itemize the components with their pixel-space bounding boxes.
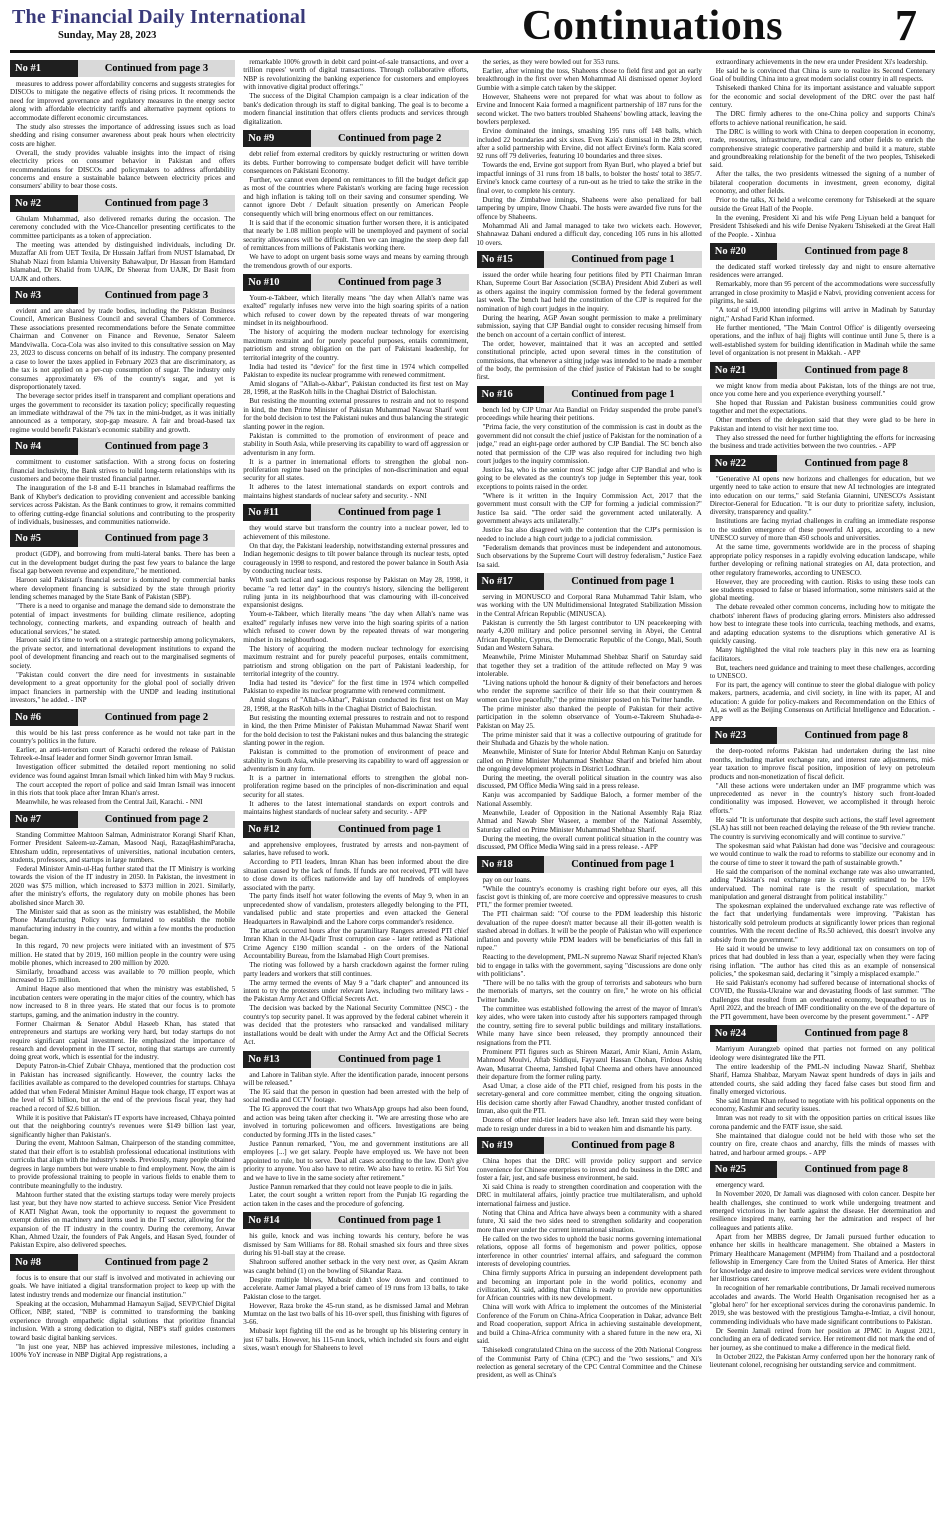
story-paragraph: Institutions are facing myriad challenges in crafting an immediate response to the sudden emergence of these powerful AI apps, according to a new UNESCO survey of more than 450 schools and universities. xyxy=(709,517,935,543)
story-paragraph: Later, the court sought a written report from the Punjab IG regarding the action taken in the cases and the procedure of gofencing. xyxy=(243,1191,469,1208)
publication-date: Sunday, May 28, 2023 xyxy=(58,30,157,41)
story-continued-label: Continued from page 3 xyxy=(78,60,236,77)
story-number: No #2 xyxy=(10,195,78,212)
story-paragraph: product (GDP), and borrowing from multi-lateral banks. There has been a cut in the development budget during the past few years to balance the large fiscal gap between revenue and expenditure," he mentioned. xyxy=(10,550,236,576)
story-paragraph: With such tactical and sagacious response by Pakistan on May 28, 1998, it became "a red letter day" in the country's history, silencing the belligerent ruling junta in its neighbourhood that was clamouring with ill-conceived expansionist designs. xyxy=(243,576,469,610)
story-paragraph: Earlier, after winning the toss, Shaheens chose to field first and got an early breakthrough in the first over when Mohammad Ali dismissed opener Joylord Gumbie with a simple catch taken by the skipper. xyxy=(476,66,702,92)
story-paragraph: The order, however, maintained that it was an accepted and settled constitutional principle, acted upon several times in the constitution of commissions, that whenever a sitting judge was intended to be made a member of the body, the permission of the chief justice of Pakistan had to be sought first. xyxy=(476,339,702,382)
story-number: No #12 xyxy=(243,821,311,838)
story-paragraph: It is said that if the economic situation further worsen there, it is anticipated that nearly be 1.08 million people will be unemployed and payment of social security allowances will be difficult. Then we can imagine the steep deep fall of remittances from millions of Pakistanis working there. xyxy=(243,218,469,253)
story-paragraph: Investigation officer submitted the detailed report mentioning no solid evidence was found against Imran Ismail which linked him with May 9 ruckus. xyxy=(10,763,236,780)
masthead xyxy=(0,0,945,50)
story xyxy=(243,274,468,500)
story-paragraph: Youm-e-Takbeer, which literally means "the day when Allah's name was exalted" regularly infuses new verve into the high soaring spirits of a nation which refused to cower down by the repeated threats of war mongering mindset in its neighbourhood. xyxy=(243,293,469,328)
story-paragraph: Ghulam Muhammad, also delivered remarks during the occasion. The ceremony concluded with the Vice-Chancellor presenting certificates to the committee participants as a token of appreciation. xyxy=(10,214,236,240)
story xyxy=(243,1212,468,1352)
story xyxy=(243,130,468,270)
story-paragraph: measures to address power affordability concerns and suggests strategies for DISCOs to mitigate the negative effects of rising prices. It recommends the need for improved governance and regulatory measures in the energy sector along with affordable electricity tariffs and alternative payment options to accommodate different economic circumstances. xyxy=(10,80,236,122)
story-paragraph: In this regard, 70 new projects were initiated with an investment of $75 million. He stated that by 2019, 160 million people in the country were using mobile phones, which increased to 200 million by 2020. xyxy=(10,942,236,967)
story-paragraph: During the meeting, the overall political situation in the country was also discussed, PM Office Media Wing said in a press release. xyxy=(476,773,702,791)
story-paragraph: The prime minister also thanked the people of Pakistan for their active participation in the solemn observance of Youm-e-Takreem Shuhada-e-Pakistan on May 25. xyxy=(476,704,702,730)
story-paragraph: the dedicated staff worked tirelessly day and night to ensure alternative residences were arranged. xyxy=(709,263,935,280)
story-paragraph: The history of acquiring the modern nuclear technology for exercising maximum restraint and for purely peaceful purposes, entails commitment, patriotism and strong obligation on the part of Pakistani leadership, for territorial integrity of the country. xyxy=(243,328,469,362)
story-paragraph: Meanwhile, Prime Minister Muhammad Shehbaz Sharif on Saturday said that together they set a tradition of the attitude reflected on May 9 was intolerable. xyxy=(476,653,702,679)
story xyxy=(477,856,702,1134)
story-paragraph: Noting that China and Africa have always been a community with a shared future, Xi said the two sides need to strengthen solidarity and cooperation more than ever under the current international situation. xyxy=(476,1208,702,1234)
story xyxy=(243,1051,468,1209)
news-column xyxy=(710,58,935,1523)
story-paragraph: India had tested its "device" for the first time in 1974 which compelled Pakistan to expedite its nuclear programme with renewed commitment. xyxy=(243,362,469,380)
story-paragraph: He said it would be unwise to levy additional tax on consumers on top of prices that had doubled in less than a year, especially when they were facing rising inflation. "The author has cited this as an example of nonsensical policies," the spokesman said, declaring it "simply a misplaced example." xyxy=(709,944,935,979)
story-paragraph: Xi said China is ready to strengthen coordination and cooperation with the DRC in multilateral affairs, jointly practice true multilateralism, and uphold international fairness and justice. xyxy=(476,1183,702,1208)
story-continued-label: Continued from page 8 xyxy=(777,243,935,260)
story-paragraph: the series, as they were bowled out for 353 runs. xyxy=(482,58,620,66)
story-paragraph: He said the comparison of the nominal exchange rate was also unwarranted, adding "Pakistan's real exchange rate is currently estimated to be 15% undervalued. The nominal rate is the result of speculation, market manipulation and general distraught from political instability." xyxy=(709,867,935,901)
story-paragraph: The DRC is willing to work with China to deepen cooperation in economy, trade, resources, infrastructure, medical care and other fields to enrich the comprehensive strategic cooperative partnership and build it a mature, stable and groundbreaking relationship for the benefit of the two peoples, Tshisekedi said. xyxy=(709,127,935,170)
story-paragraph: "In just one year, NBP has achieved impressive milestones, including a 100% YoY increase in NBP Digital App registrations, a xyxy=(10,1342,236,1359)
story-continued-label: Continued from page 1 xyxy=(311,821,469,838)
story-paragraph: extraordinary achievements in the new era under President Xi's leadership. xyxy=(715,58,928,66)
story xyxy=(10,811,235,1250)
story-continued-label: Continued from page 3 xyxy=(78,287,236,304)
story xyxy=(10,60,235,191)
story-paragraph: "All these actions were undertaken under an IMF programme which was unprecedented as never in the country's history such front-loaded conditionality was imposed. However, we accomplished it through heroic efforts." xyxy=(709,781,935,815)
story-number: No #18 xyxy=(477,856,545,873)
story-paragraph: Asad Umar, a close aide of the PTI chief, resigned from his posts in the secretary-general and core committee member, citing the ongoing situation. His decision came shortly after Fawad Chaudhry, another trusted confidant of Imran, also quit the PTI. xyxy=(476,1081,702,1116)
story-paragraph: After the talks, the two presidents witnessed the signing of a number of bilateral cooperation documents in investment, green economy, digital economy, and other fields. xyxy=(709,170,935,196)
story xyxy=(10,709,235,807)
story-paragraph: The spokesman said what Pakistan had done was "decisive and courageous: we would continue to walk the road to reforms to stabilize our economy and in the course of time to steer it toward the path of sustainable growth." xyxy=(709,841,935,867)
story-number: No #24 xyxy=(710,1025,778,1042)
story-continued-label: Continued from page 1 xyxy=(544,386,702,403)
story-paragraph: He said Pakistan's economy had suffered because of international shocks of COVID, the Russia-Ukraine war and devastating floods of last summer. "The challenges that resulted from an overheated economy, bequeathed to us in April 2022, and the breach of IMF conditionality on the eve of the departure of the PTI government, have been overcome by the present government." - APP xyxy=(709,979,935,1021)
story-paragraph: The success of the Digital Champion campaign is a clear indication of the bank's dedication through its staff to digital banking. The goal is to become a modern financial institution that offers clients products and services through digitalization. xyxy=(243,92,469,126)
story-continued-label: Continued from page 1 xyxy=(311,1051,469,1068)
story-paragraph: Earlier, an anti-terrorism court of Karachi ordered the release of Pakistan Tehreek-e-Insaf leader and former Sindh governor Imran Ismail. xyxy=(10,746,236,763)
story-paragraph: The prime minister said that it was a collective outpouring of gratitude for their Shuhada and Ghazis by the whole nation. xyxy=(476,730,702,748)
story-paragraph: we might know from media about Pakistan, lots of the things are not true, once you come here and you experience everything yourself." xyxy=(709,381,935,398)
story-paragraph: "There is a need to organise and manage the demand side to demonstrate the potential of impact investments for building climate resilience, adopting technology, connecting markets, and expanding outreach of health and educational services," he stated. xyxy=(10,602,236,636)
story-continued-label: Continued from page 2 xyxy=(78,811,236,828)
story-paragraph: In October 2022, the Pakistan Army conferred upon her the honorary rank of lieutenant colonel, recognising her outstanding service and commitment. xyxy=(709,1352,935,1370)
story-paragraph: The decision was backed by the National Security Committee (NSC) - the country's top security panel. It was approved by the federal cabinet wherein it was decided that the protesters who ransacked and vandalised military installations would be dealt with under the Army Act and the Official Secrets Act. xyxy=(243,1004,469,1047)
story-header xyxy=(10,709,235,726)
story-paragraph: Amid slogans of "Allah-o-Akbar", Pakistan conducted its first test on May 28, 1998, at the RasKoh hills in the Chaghai District of Balochistan. xyxy=(243,696,469,713)
story-paragraph: the deep-rooted reforms Pakistan had undertaken during the last nine months, including market exchange rate, and interest rate adjustments, mid-year taxation to improve fiscal position, imposition of levy on petroleum products and non-monetization of fiscal deficit. xyxy=(709,747,935,781)
story-paragraph: Youm-e-Takbeer, which literally means "the day when Allah's name was exalted" regularly infuses new verve into the high soaring spirits of a nation which refused to cower down by the repeated threats of war mongering mindset in its neighbourhood. xyxy=(243,610,469,644)
story-paragraph: But resisting the mounting external pressures to restrain and not to respond in kind, the then Prime Minister of Pakistan Muhammad Nawaz Sharif went for the bold decision to test the Pakistani nukes and thus balancing the strategic slanting power in the region. xyxy=(243,397,469,431)
story-paragraph: emergency ward. xyxy=(715,1181,765,1190)
story-paragraph: "While the country's economy is crashing right before our eyes, all this fascist govt is thinking of, are more coercive and oppressive measures to crush PTI," the former premier tweeted. xyxy=(476,884,702,910)
story-paragraph: Kanju was accompanied by Saddique Baloch, a former member of the National Assembly. xyxy=(476,791,702,808)
story-paragraph: this would be his last press conference as he would not take part in the country's politics in the future. xyxy=(10,728,236,746)
story-paragraph: The spokesman explained the undervalued exchange rate was reflective of the fact that underlying fundamentals were improving. "Pakistan has historically sold petroleum products at significantly lower prices than regional countries. With the recent decline of Rs.50 achieved, this doesn't involve any subsidy from the government." xyxy=(709,901,935,944)
story-header xyxy=(710,362,935,379)
story xyxy=(243,504,468,816)
story-paragraph: The court accepted the report of police and said Imran Ismail was innocent in this riots that took place after Imran Khan's arrest. xyxy=(10,780,236,798)
story-paragraph: "Generative AI opens new horizons and challenges for education, but we urgently need to take action to ensure that new AI technologies are integrated into education on our terms," said Stefania Giannini, UNESCO's Assistant Director-General for Education. "It is our duty to prioritize safety, inclusion, diversity, transparency and quality." xyxy=(709,474,935,517)
story-paragraph: "Pakistan could convert the dire need for investments in sustainable development to a great opportunity for the global pool of socially driven impact financiers in partnership with the UNDP and leading institutional investors," he added. - INP xyxy=(10,670,236,705)
story xyxy=(710,58,935,239)
story-paragraph: pay on our loans. xyxy=(482,875,532,884)
story-paragraph: She said Imran Khan refused to negotiate with his political opponents on the economy, Kashmir and security issues. xyxy=(709,1096,935,1114)
story-paragraph: Dr Seemin Jamali retired from her position at JPMC in August 2021, concluding an era of dedicated service. Her retirement did not mark the end of her journey, as she continued to make a difference in the medical field. xyxy=(709,1326,935,1352)
story-paragraph: The meeting was attended by distinguished individuals, including Dr. Muzaffar Ali from UET Texila, Dr Hussain Jaffari from NUST Islamabad, Dr Shahab Niazi from Islamia University Bahawalpur, Dr Hassan from Hamdard Islamabad, Dr Khalid from UAJK, Dr Sheeraz from UAJK, Dr Basit from UAJK and others. xyxy=(10,240,236,283)
story-paragraph: bench led by CJP Umar Ata Bandial on Friday suspended the probe panel's proceedings while hearing their petitions. xyxy=(476,405,702,423)
story-continued-label: Continued from page 3 xyxy=(78,438,236,455)
story xyxy=(10,287,235,434)
masthead-rule xyxy=(10,50,935,53)
story-paragraph: China will work with Africa to implement the outcomes of the Ministerial Conference of the Forum on China-Africa Cooperation in Dakar, advance Belt and Road cooperation, support Africa in achieving sustainable development, and build a China-Africa community with a shared future in the new era, Xi said. xyxy=(476,1303,702,1346)
story-header xyxy=(10,811,235,828)
story-header xyxy=(477,1137,702,1154)
story-paragraph: Justice Pannun remarked, "You, me and government institutions are all employees [...] we get salary. People have employed us. We have not been appointed to rule, but to serve. Deal all cases according to the law. Don't give priority to anyone. You also have to retire. We also have to retire. IG Sir! You and we have to live in the same society after retirement." xyxy=(243,1139,469,1182)
story-header xyxy=(710,727,935,744)
story-paragraph: Apart from her MBBS degree, Dr Jamali pursued further education to enhance her skills in healthcare management. She obtained a Masters in Primary Healthcare Management (MPHM) from Thailand and a postdoctoral fellowship in Emergency Care from the United States of America. Her thirst for knowledge and desire to improve medical services were evident throughout her illustrious career. xyxy=(709,1232,935,1284)
story-header xyxy=(243,274,468,291)
story-paragraph: Mahtoon further stated that the existing startups today were merely projects last year, but they have now started to achieve success. Senior Vice President of KATI Nighat Awan, took the opportunity to request the government to exempt duties on machinery and items used in the IT sector, allowing for the expansion of the IT industry in the country. During the ceremony, Anwar Khan, Ahmed Uzair, the founders of Pak Angels, and Hasan Syed, founder of Pakistan Expire, also delivered speeches. xyxy=(10,1190,236,1250)
story-paragraph: Prominent PTI figures such as Shireen Mazari, Amir Kiani, Amin Aslam, Mahmood Moulvi, Aftab Siddiqui, Fayyazul Hassan Chohan, Firdous Ashiq Awan, Musarrat Cheema, Jamshed Iqbal Cheema and others have announced their departure from the former ruling party. xyxy=(476,1047,702,1081)
story-paragraph: "Where is it written in the Inquiry Commission Act, 2017 that the government must consult with the CJP for forming a judicial commission?" Justice Isa said. "The order said the government acted unilaterally. A government always acts unilaterally." xyxy=(476,491,702,526)
story-paragraph: Overall, the study provides valuable insights into the impact of rising electricity prices on consumer behavior in Pakistan and offers recommendations for DISCOs and policymakers to address affordability concerns and ensure a sustainable balance between electricity prices and consumers' ability to bear those costs. xyxy=(10,148,236,191)
story xyxy=(477,573,702,852)
story-paragraph: Shahroon suffered another setback in the very next over, as Qasim Akram was caught behind (1) on the bowling of Sikandar Raza. xyxy=(243,1258,469,1275)
story-paragraph: Imran was not ready to sit with the opposition parties on critical issues like corona pandemic and the FATF issue, she said. xyxy=(709,1114,935,1131)
story-number: No #17 xyxy=(477,573,545,590)
story-header xyxy=(10,60,235,77)
story-paragraph: During the Zimbabwe innings, Shaheens were also penalized for ball tampering by umpire, Ilnow Chaabi. The hosts were awarded five runs for the offence by Shaheens. xyxy=(476,195,702,221)
story-paragraph: It adheres to the latest international standards on export controls and maintains highest standards of nuclear safety and security. - APP xyxy=(243,799,469,817)
story-continued-label: Continued from page 8 xyxy=(777,455,935,472)
story-header xyxy=(710,243,935,260)
story-paragraph: He said "It is unfortunate that despite such actions, the staff level agreement (SLA) has still not been reached delaying the release of the 9th review tranche. The country is surviving economically and will continue to survive." xyxy=(709,815,935,841)
story xyxy=(10,195,235,283)
story-paragraph: Remarkably, more than 95 percent of the accommodations were successfully arranged in close proximity to Masjid e Nabvi, providing convenient access for pilgrims, he said. xyxy=(709,280,935,306)
story-paragraph: China hopes that the DRC will provide policy support and service convenience for Chinese enterprises to invest and do business in the DRC and foster a fair, just, and safe business environment, he said. xyxy=(476,1157,702,1183)
story-paragraph: We have to adopt on urgent basis some ways and means by earning through the tremendous growth of our exports. xyxy=(243,253,469,270)
story-paragraph: The PTI chairman said: "Of course to the PDM leadership this historic devaluation of the rupee doesn't matter because all their ill-gotten wealth is stashed abroad in dollars. It will be the people of Pakistan who will experience inflation and poverty while PDM leaders will be beneficiaries of this fall in rupee." xyxy=(476,910,702,953)
story-paragraph: He further mentioned, "The 'Main Control Office' is diligently overseeing operations, and the influx of hajj flights will continue until June 5, there is a well-established system for building identification in Madinah while the same level of organization is not present in Makkah. - APP xyxy=(709,323,935,358)
story-paragraph: During the hearing, AGP Awan sought permission to make a preliminary submission, saying that CJP Bandial ought to consider recusing himself from the bench on account of a certain conflict of interest. xyxy=(476,313,702,339)
story-paragraph: issued the order while hearing four petitions filed by PTI Chairman Imran Khan, Supreme Court Bar Association (SCBA) President Abid Zuberi as well as others against the inquiry commission formed by the federal government last week. The bench had held the constitution of the CJP is required for the nomination of high court judges in the inquiry. xyxy=(476,270,702,313)
story-paragraph: The attack occurred hours after the paramilitary Rangers arrested PTI chief Imran Khan in the Al-Qadir Trust corruption case - later retitled as National Crime Agency £190 million scandal - on the orders of the National Accountability Bureau, from the Islamabad High Court premises. xyxy=(243,926,469,961)
story-header xyxy=(243,504,468,521)
story xyxy=(10,438,235,526)
story-number: No #22 xyxy=(710,455,778,472)
story-paragraph: focus is to ensure that our staff is involved and motivated in achieving our goals. We have initiated a digital transformation project to keep up with the latest industry trends and modernize our financial institution." xyxy=(10,1273,236,1299)
story-header xyxy=(10,438,235,455)
story-number: No #23 xyxy=(710,727,778,744)
story-continued-label: Continued from page 8 xyxy=(544,1137,702,1154)
story-paragraph: evident and are shared by trade bodies, including the Pakistan Business Council, American Business Council and several Chambers of Commerce. These associations presented recommendations before the Senate committee Chairman and Convener on Finance and Revenue, Senator Saleem Mandviwalla. Coca-Cola was also invited to this consultative session on May 23, 2023 to discuss concerns on behalf of its industry. The company presented a case to lower the taxes applied in February 2023 that are discriminatory, as the tax is not applied on a per-cup consumption of sugar. The industry only consumes approximately 6% of the country's sugar, and yet is disproportionately taxed. xyxy=(10,307,236,392)
story-paragraph: But, teachers need guidance and training to meet these challenges, according to UNESCO. xyxy=(709,663,935,681)
story-paragraph: Standing Committee Mahtoon Salman, Administrator Korangi Sharif Khan, Former President Saleem-uz-Zaman, Masood Naqi, RazaqHashimParacha, Ehtesham uddin, representatives of universities, national incubation centers, students, professors, and startups in large numbers. xyxy=(10,830,236,865)
story-number: No #7 xyxy=(10,811,78,828)
story-header xyxy=(477,573,702,590)
story-continued-label: Continued from page 8 xyxy=(777,727,935,744)
story-header xyxy=(477,251,702,268)
story-paragraph: Meanwhile, Minister of State for Interior Abdul Rehman Kanju on Saturday called on Prime Minister Muhammad Shehbaz Sharif and briefed him about the ongoing development projects in District Lodhran. xyxy=(476,748,702,774)
story-paragraph: Towards the end, Ervine got support from Ryan Burl, who played a brief but impactful innings of 31 runs from 18 balls, to bolster the hosts' total to 385/7. Ervine's knock came courtesy of a run-out as he tried to take the strike in the final over, to complete his century. xyxy=(476,161,702,195)
story-paragraph: Haroon said Pakistan's financial sector is dominated by commercial banks where development financing is subsidized by the state through priority lending schemes managed by the State Bank of Pakistan (SBP). xyxy=(10,576,236,602)
story-number: No #5 xyxy=(10,530,78,547)
story-header xyxy=(10,195,235,212)
story-header xyxy=(710,1161,935,1178)
story-paragraph: commitment to customer satisfaction. With a strong focus on fostering financial inclusivity, the Bank strives to build long-term relationships with its customers and become their trusted financial partner. xyxy=(10,458,236,484)
story-paragraph: Deputy Patron-in-Chief Zubair Chhaya, mentioned that the production cost in Pakistan has increased significantly. However, the country lacks the facilities available as compared to the developed countries for startups. Chhaya added that when Federal Minister Aminul Haque took charge, IT export was at the level of $1 billion, but at the end of the previous fiscal year, they had reached a record of $2.6 billion. xyxy=(10,1062,236,1113)
story-paragraph: Many highlighted the vital role teachers play in this new era as learning facilitators. xyxy=(709,646,935,663)
story xyxy=(477,251,702,382)
story-continued-label: Continued from page 2 xyxy=(78,709,236,726)
story-paragraph: The study also stresses the importance of addressing issues such as load shedding and rising consumer awareness about peak hours when electricity costs are higher. xyxy=(10,122,236,148)
story xyxy=(243,58,468,126)
story-paragraph: China firmly supports Africa in pursuing an independent development path and becoming an important pole in the world politics, economy and civilization, Xi said, adding that China is ready to provide new opportunities for African countries with its new development. xyxy=(476,1269,702,1303)
story-number: No #21 xyxy=(710,362,778,379)
story-paragraph: Despite multiple blows, Mubasir didn't slow down and continued to accelerate. Aamer Jamal played a brief cameo of 19 runs from 13 balls, to take Pakistan close to the target. xyxy=(243,1275,469,1301)
story xyxy=(710,1025,935,1157)
story-paragraph: Speaking at the occasion, Muhammad Hamayun Sajjad, SEVP/Chief Digital Officer, NBP, stated, "NBP is committed to transforming the banking experience through empathetic digital solutions that prioritize financial inclusion. With a strong dedication to digital, NBP's staff guides customers toward basic digital banking services. xyxy=(10,1299,236,1342)
story-paragraph: The Minister said that as soon as the ministry was established, the Mobile Phone Manufacturing Policy was formulated to establish the mobile manufacturing industry in the country, and within a few months the production began. xyxy=(10,907,236,942)
story-paragraph: "A total of 19,000 intending pilgrims will arrive in Madinah by Saturday night," Arshad Farid Khan informed. xyxy=(709,306,935,323)
story-paragraph: It is a partner in international efforts to strengthen the global non-proliferation regime based on the principles of non-discrimination and equal security for all states. xyxy=(243,773,469,799)
story-continued-label: Continued from page 1 xyxy=(311,504,469,521)
story-paragraph: and apprehensive employees, frustrated by arrests and non-payment of salaries, have refused to work. xyxy=(243,840,469,858)
story-paragraph: Tshisekedi thanked China for its important assistance and valuable support for the economic and social development of the DRC over the past half century. xyxy=(709,84,935,110)
story-paragraph: debt relief from external creditors by quickly restructuring or written down its debts. Further borrowing to compensate budget deficit will have terrible consequences on Pakistani Economy. xyxy=(243,150,469,176)
story-header xyxy=(10,530,235,547)
story xyxy=(710,243,935,357)
story-paragraph: Amid slogans of "Allah-o-Akbar", Pakistan conducted its first test on May 28, 1998, at the RasKoh hills in the Chaghai District of Balochistan. xyxy=(243,380,469,397)
story-paragraph: and Lahore in Taliban style. After the identification parade, innocent persons will be released." xyxy=(243,1070,469,1088)
story-paragraph: Pakistan is currently the 5th largest contributor to UN peacekeeping with nearly 4,200 military and police personnel serving in Abyei, the Central African Republic, Cyprus, the Democratic Republic of the Congo, Mali, South Sudan and Western Sahara. xyxy=(476,618,702,653)
story xyxy=(477,1137,702,1380)
story-paragraph: Justice Pannun remarked that they could not leave people to die in jails. xyxy=(249,1182,453,1191)
story-paragraph: Similarly, broadband access was available to 70 million people, which increased to 125 million. xyxy=(10,967,236,985)
story-number: No #9 xyxy=(243,130,311,147)
story-number: No #6 xyxy=(10,709,78,726)
story-number: No #13 xyxy=(243,1051,311,1068)
story-paragraph: In the evening, President Xi and his wife Peng Liyuan held a banquet for President Tshisekedi and his wife Denise Nyakeru Tshisekedi at the Great Hall of the People. - Xinhua xyxy=(709,213,935,239)
story-header xyxy=(10,1254,235,1271)
story-paragraph: Meanwhile, he was released from the Central Jail, Karachi. - NNI xyxy=(16,798,203,807)
story-paragraph: The rioting was followed by a harsh crackdown against the former ruling party leaders and workers that still continues. xyxy=(243,961,469,978)
story-paragraph: The entire leadership of the PML-N including Nawaz Sharif, Shehbaz Sharif, Hamza Shahbaz, Maryam Nawaz spent hundreds of days in jails and attended courts, she said adding they faced false cases but stood firm and finally emerged victorious. xyxy=(709,1062,935,1097)
story-continued-label: Continued from page 1 xyxy=(311,1212,469,1229)
story-paragraph: "Federalism demands that provinces must be independent and autonomous. Such observations by the Supreme Court will destroy federalism," Justice Faez Isa said. xyxy=(476,543,702,569)
story xyxy=(710,455,935,724)
story-paragraph: The army termed the events of May 9 a "dark chapter" and announced its intent to try the protesters under relevant laws, including two military laws - the Pakistan Army Act and Official Secrets Act. xyxy=(243,978,469,1004)
story-number: No #16 xyxy=(477,386,545,403)
story-paragraph: Mohammad Ali and Jamal managed to take two wickets each. However, Shahnawaz Dahani endured a difficult day, conceding 105 runs in his allotted 10 overs. xyxy=(476,221,702,247)
story-paragraph: "Prima facie, the very constitution of the commission is cast in doubt as the government did not consult the chief justice of Pakistan for the nomination of a judge," read an eight-page order authored by CJP Bandial. The SC bench also noted that permission of the CJP was also required for including two high court judges to the inquiry commission. xyxy=(476,423,702,466)
story-paragraph: At the same time, governments worldwide are in the process of shaping appropriate policy responses in a rapidly evolving education landscape, while further developing or refining national strategies on AI, data protection, and other regulatory frameworks, according to UNESCO. xyxy=(709,543,935,577)
story-continued-label: Continued from page 1 xyxy=(544,856,702,873)
story-paragraph: It is a partner in international efforts to strengthen the global non-proliferation regime based on the principles of non-discrimination and equal security for all states. xyxy=(243,457,469,483)
story-paragraph: Marriyum Aurangzeb opined that parties not formed on any political ideology were disintegrated like the PTI. xyxy=(709,1045,935,1062)
page-number: 7 xyxy=(895,1,917,50)
story-paragraph: Mubasir kept fighting till the end as he brought up his blistering century in just 67 balls. However, his 115-run knock, which included six fours and eight sixes, wasn't enough for Shaheens to level xyxy=(243,1327,469,1353)
story-paragraph: For its part, the agency will continue to steer the global dialogue with policy makers, partners, academia, and civil society, in line with its paper, AI and education: A guide for policy-makers and Recommendation on the Ethics of AI, as well as the Beijing Consensus on Artificial Intelligence and Education. - APP xyxy=(709,681,935,723)
story-paragraph: Pakistan is committed to the promotion of environment of peace and stability in South Asia, while preserving its capability to ward off aggression or adventurism in any form. xyxy=(243,431,469,457)
story-paragraph: The IG said that the person in question had been arrested with the help of social media and CCTV footage. xyxy=(243,1088,469,1105)
story-continued-label: Continued from page 8 xyxy=(777,1161,935,1178)
story xyxy=(10,530,235,704)
story xyxy=(477,386,702,569)
story-paragraph: It adheres to the latest international standards on export controls and maintains highest standards of nuclear safety and security. - NNI xyxy=(243,483,469,500)
story-header xyxy=(243,821,468,838)
story-number: No #11 xyxy=(243,504,311,521)
story-number: No #8 xyxy=(10,1254,78,1271)
story-paragraph: India had tested its "device" for the first time in 1974 which compelled Pakistan to expedite its nuclear programme with renewed commitment. xyxy=(243,679,469,696)
story-paragraph: The history of acquiring the modern nuclear technology for exercising maximum restraint and for purely peaceful purposes, entails commitment, patriotism and strong obligation on the part of Pakistani leadership, for territorial integrity of the country. xyxy=(243,644,469,679)
story-paragraph: On that day, the Pakistani leadership, notwithstanding external pressures and Indian hegemonic designs to tilt power balance through its nuclear tests, opted courageously in 1998 to respond, and restored the power balance in South Asia by conducting nuclear tests. xyxy=(243,541,469,576)
story xyxy=(10,1254,235,1360)
story-number: No #14 xyxy=(243,1212,311,1229)
story-paragraph: The inauguration of the I-8 and E-11 branches in Islamabad reaffirms the Bank of Khyber's dedication to providing convenient and accessible banking services across Pakistan. As the Bank continues to grow, it remains committed to offering cutting-edge financial solutions and contributing to the prosperity of individuals, businesses, and communities nationwide. xyxy=(10,484,236,526)
story-paragraph: they would starve but transform the country into a nuclear power, led to achievement of this milestone. xyxy=(243,524,469,541)
news-columns xyxy=(10,58,935,1523)
news-column xyxy=(243,58,468,1523)
story-paragraph: Ervine dominated the innings, smashing 195 runs off 148 balls, which included 22 boundaries and six sixes. Even Kaia's dismissal in the 28th over, after a solid partnership with Ervine, did not affect Ervine's form. Kaia scored 92 runs off 79 deliveries, featuring 10 boundaries and three sixes. xyxy=(476,127,702,161)
story-paragraph: Tshisekedi congratulated China on the success of the 20th National Congress of the Communist Party of China (CPC) and the "two sessions," and Xi's reelection as general secretary of the CPC Central Committee and the Chinese president, as well as China's xyxy=(476,1346,702,1380)
story-header xyxy=(710,455,935,472)
story-paragraph: The beverage sector prides itself in transparent and compliant operations and urges the government to reconsider its taxation policy; specifically requesting an immediate withdrawal of the 7% tax in the mini-budget, as it was initially announced as a temporary, stop-gap measure. A fair and broad-based tax regime would benefit Pakistan's economic stability and growth. xyxy=(10,392,236,434)
story-number: No #19 xyxy=(477,1137,545,1154)
story-paragraph: During the meeting, the overall current political situation in the country was discussed, PM Office Media Wing said in a press release. - APP xyxy=(476,834,702,852)
story xyxy=(710,727,935,1021)
story-header xyxy=(477,856,702,873)
story-paragraph: Prior to the talks, Xi held a welcome ceremony for Tshisekedi at the square outside the Great Hall of the People. xyxy=(709,196,935,213)
story-paragraph: According to PTI leaders, Imran Khan has been informed about the dire situation caused by the lack of funds. If funds are not received, PTI will have to close down its offices nationwide and lay off hundreds of employees associated with the party. xyxy=(243,858,469,892)
story xyxy=(710,362,935,451)
story-paragraph: The committee was established following the arrest of the mayor of Imran's key aides, who were taken into custody after his supporters rampaged through the country, setting fire to several public buildings and military installations. While many have since been released, they promptly announced their resignations from the PTI. xyxy=(476,1004,702,1047)
section-title: Continuations xyxy=(522,3,783,49)
story-header xyxy=(243,1051,468,1068)
story-continued-label: Continued from page 2 xyxy=(78,1254,236,1271)
story-paragraph: However, Shaheens were not prepared for what was about to follow as Ervine and Innocent Kaia formed a magnificent partnership of 187 runs for the second wicket. The two batters troubled Shaheens' bowling attack, leaving the bowlers perplexed. xyxy=(476,92,702,127)
story-paragraph: The debate revealed other common concerns, including how to mitigate the chatbots' inherent flaws of producing glaring errors. Ministers also addressed how best to integrate these tools into curricula, teaching methods, and exams, and adapting education systems to the disruptions which generative AI is quickly causing. xyxy=(709,603,935,646)
paper-name: The Financial Daily International xyxy=(12,6,306,28)
story-continued-label: Continued from page 3 xyxy=(78,195,236,212)
story-paragraph: Federal Minister Amin-ul-Haq further stated that the IT Ministry is working towards the vision of the IT industry in 2050. In Pakistan, the investment in 2020 was $75 million, which increased to $373 million in 2021. Similarly, after the ministry's efforts, the regulatory duty on mobile phones has been abolished since March 30. xyxy=(10,864,236,907)
story-paragraph: He called on the two sides to uphold the basic norms governing international relations, oppose all forms of hegemonism and power politics, oppose interference in other countries' internal affairs, and safeguard the common interests of developing countries. xyxy=(476,1234,702,1269)
story-continued-label: Continued from page 2 xyxy=(311,130,469,147)
story-paragraph: During the event, Mahtoon Salman, Chairperson of the standing committee, stated that their effort is to establish professional educational institutions with curricula that align with the industry's needs. Previously, many people obtained degrees in large numbers but were unable to find employment. Now, the aim is to provide professional training to people in various fields to enable them to contribute meaningfully to the industry. xyxy=(10,1139,236,1190)
story xyxy=(243,821,468,1047)
news-column xyxy=(477,58,702,1523)
story-paragraph: Dozens of other mid-tier leaders have also left. Imran said they were being made to resign under duress in a bid to weaken him and dismantle his party. xyxy=(476,1116,702,1133)
story-header xyxy=(710,1025,935,1042)
story-number: No #25 xyxy=(710,1161,778,1178)
story-paragraph: The party finds itself hot water following the events of May 9, when in an unprecedented show of vandalism, protesters allegedly belonging to the PTI, vandalised public and state properties and even attacked the General Headquarters in Rawalpindi and the Lahore corps commander's residence. xyxy=(243,892,469,926)
story-paragraph: his guile, knock and was inching towards his century, before he was dismissed by Sam Williams for 88. Rohail smashed six fours and three sixes during his 91-ball stay at the crease. xyxy=(243,1232,469,1258)
story-number: No #4 xyxy=(10,438,78,455)
story-continued-label: Continued from page 1 xyxy=(544,251,702,268)
story-number: No #20 xyxy=(710,243,778,260)
story xyxy=(710,1161,935,1369)
story xyxy=(477,58,702,247)
story-paragraph: The IG approved the court that two WhatsApp groups had also been found, and action was being taken after checking it. "We are arresting those who are involved in torturing policewomen and officers. Investigations are being conducted by forming JITs in the listed cases." xyxy=(243,1105,469,1139)
story-number: No #10 xyxy=(243,274,311,291)
story-paragraph: While it is positive that Pakistan's IT exports have increased, Chhaya pointed out that the neighboring country's revenues were $149 billion last year, significantly higher than Pakistan's. xyxy=(10,1113,236,1139)
story-number: No #3 xyxy=(10,287,78,304)
story-paragraph: He said he is convinced that China is sure to realize its Second Centenary Goal of building China into a great modern socialist country in all respects. xyxy=(709,66,935,84)
story-paragraph: remarkable 100% growth in debit card point-of-sale transactions, and over a trillion rupees' worth of digital transactions. Through collaborative efforts, NBP is revolutionizing the banking experience for customers and employees with innovative digital product offerings." xyxy=(243,58,469,92)
story-paragraph: But resisting the mounting external pressures to restrain and not to respond in kind, the then Prime Minister of Pakistan Muhammad Nawaz Sharif went for the bold decision to test the Pakistani nukes and thus balancing the strategic slanting power in the region. xyxy=(243,713,469,748)
story-paragraph: They also stressed the need for further highlighting the efforts for increasing the business and trade activities between the two countries. - APP xyxy=(709,433,935,451)
story-paragraph: However, they are proceeding with caution. Risks to using these tools can see students exposed to false or biased information, some ministers said at the global meeting. xyxy=(709,577,935,603)
story-paragraph: Haroon said it's time to work on a strategic partnership among policymakers, the private sector, and international development institutions to expand the pool of development financing and reach out to the marginalised segments of society. xyxy=(10,636,236,670)
story-header xyxy=(243,1212,468,1229)
story-paragraph: Pakistan is committed to the promotion of environment of peace and stability in South Asia, while preserving its capability to ward off aggression or adventurism in any form. xyxy=(243,748,469,774)
story-paragraph: Further, we cannot even depend on remittances to fill the budget deficit gap as most of the countries where Pakistan's working are facing huge recession and high inflation is taking toll on their saving and consumer spending. We cannot ignore Debt / Default situation presently on American People consequently which will bring enormous effect on our remittances. xyxy=(243,175,469,218)
story-continued-label: Continued from page 1 xyxy=(544,573,702,590)
story-continued-label: Continued from page 3 xyxy=(311,274,469,291)
story-paragraph: serving in MONUSCO and Corporal Rana Muhammad Tahir Islam, who was working with the UN Multidimensional Integrated Stabilization Mission in the Central African Republic (MINUSCA). xyxy=(476,592,702,618)
story-paragraph: Justice Isa also disagreed with the contention that the CJP's permission is needed to include a high court judge to a judicial commission. xyxy=(476,526,702,543)
news-column xyxy=(10,58,235,1523)
story-header xyxy=(243,130,468,147)
story-paragraph: In recognition of her remarkable contributions, Dr Jamali received numerous accolades and awards. The World Health Organisation recognised her as a "global hero" for her exceptional services during the coronavirus pandemic. In 2019, she was bestowed with the prestigious Tamgha-e-Imtiaz, a civil honour, commending individuals who have made significant contributions to Pakistan. xyxy=(709,1284,935,1326)
story-paragraph: However, Raza broke the 45-run stand, as he dismissed Jamal and Mehran Mumtaz on the last two balls of his 10-over spell, thus finishing with figures of 3-66. xyxy=(243,1301,469,1327)
story-paragraph: The DRC firmly adheres to the one-China policy and supports China's efforts to achieve national reunification, he said. xyxy=(709,110,935,127)
story-header xyxy=(477,386,702,403)
story-continued-label: Continued from page 8 xyxy=(777,1025,935,1042)
story-paragraph: Other members of the delegation said that they were glad to be here in Pakistan and intend to visit her next time too. xyxy=(709,416,935,433)
story-number: No #15 xyxy=(477,251,545,268)
story-paragraph: Justice Isa, who is the senior most SC judge after CJP Bandial and who is going to be elevated as the country's top judge in September this year, took exceptions to points raised in the order. xyxy=(476,466,702,491)
story-paragraph: Meanwhile, Leader of Opposition in the National Assembly Raja Riaz Ahmad and Nawab Sher Waseer, a member of the National Assembly, Saturday called on Prime Minister Muhammad Shehbaz Sharif. xyxy=(476,808,702,834)
story-paragraph: Reacting to the development, PML-N supremo Nawaz Sharif rejected Khan's bid to engage in talks with the government, saying "discussions are done only with politicians". xyxy=(476,953,702,979)
story-paragraph: "Living nations uphold the honour & dignity of their benefactors and heroes who render the supreme sacrifice of their life so that their countrymen & women can live peacefully," the prime minister posted on his Twitter handle. xyxy=(476,679,702,704)
story-number: No #1 xyxy=(10,60,78,77)
story-paragraph: Aminul Haque also mentioned that when the ministry was established, 5 incubation centers were operating in the major cities of the country, which has now increased to 8 in three years. He stated that our focus is to promote startups, gaming, and the animation industry in the country. xyxy=(10,985,236,1019)
story-continued-label: Continued from page 3 xyxy=(78,530,236,547)
story-paragraph: In November 2020, Dr Jamali was diagnosed with colon cancer. Despite her health challenges, she continued to work while undergoing treatment and emerged victorious in her battle against the disease. Her determination and resilience inspired many, earning her the admiration and respect of her colleagues and patients alike. xyxy=(709,1190,935,1232)
story-paragraph: Former Chairman & Senator Abdul Haseeb Khan, has stated that entrepreneurs and startups are working very hard, but today startups do not require significant capital investment. He emphasized the importance of research and development in the IT sector, noting that startups are currently doing great work, which is essential for the industry. xyxy=(10,1019,236,1062)
story-paragraph: "There will be no talks with the group of terrorists and saboteurs who burn the memorials of martyrs, set the country on fire," he wrote on his official Twitter handle. xyxy=(476,979,702,1004)
story-paragraph: She hoped that Russian and Pakistan business communities could grow together and met the expectations. xyxy=(709,398,935,416)
story-continued-label: Continued from page 8 xyxy=(777,362,935,379)
story-paragraph: She maintained that dialogue could not be held with those who set the country on fire, create chaos and anarchy, fills the minds of masses with hatred, and harbour armed groups. - APP xyxy=(709,1131,935,1157)
story-header xyxy=(10,287,235,304)
